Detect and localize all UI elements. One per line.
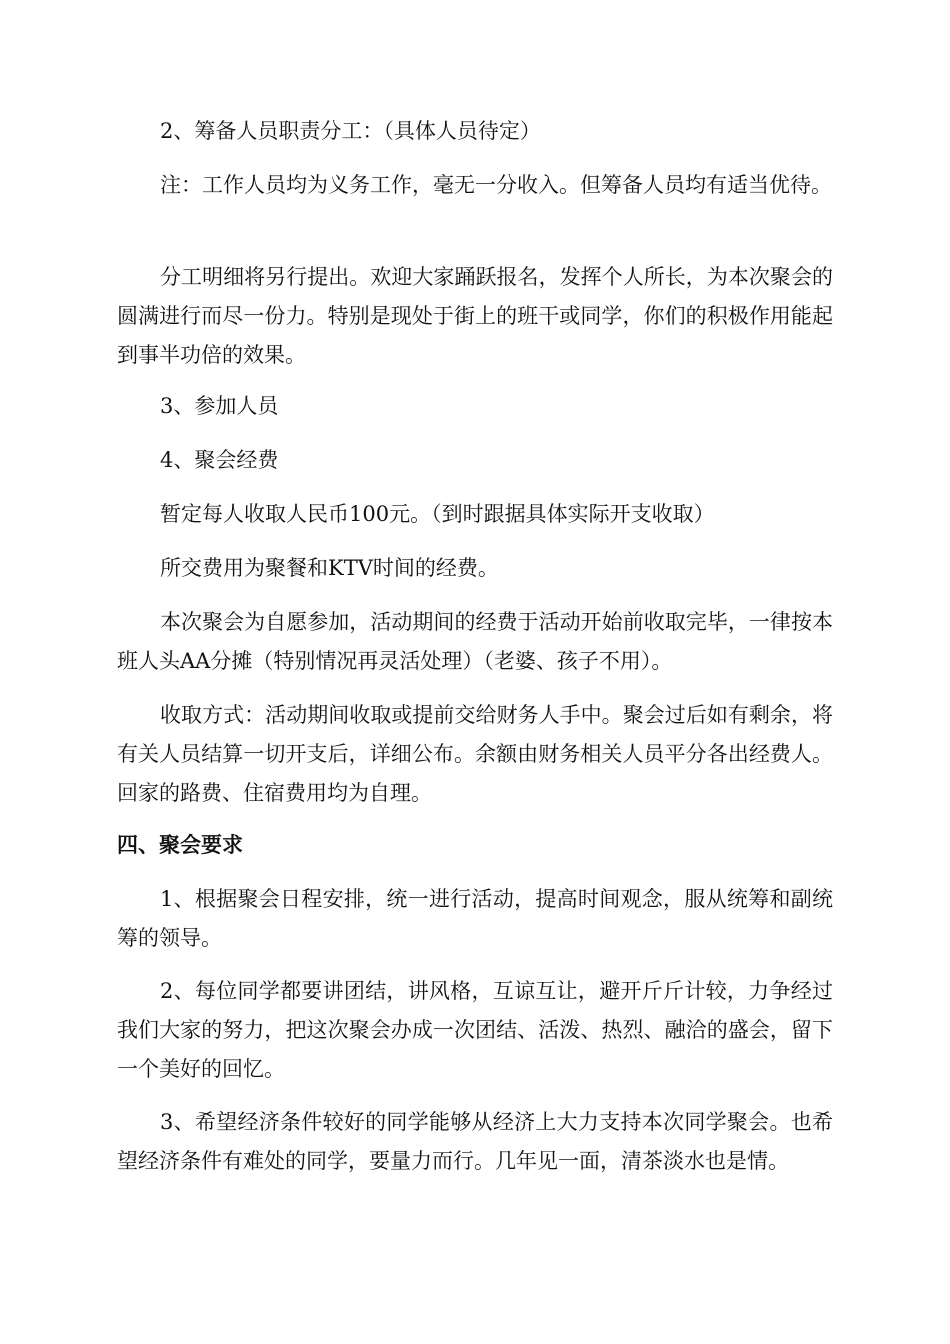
paragraph-staff-duties: 2、筹备人员职责分工：（具体人员待定） (160, 119, 541, 143)
paragraph-fee-amount: 暂定每人收取人民币100元。（到时跟据具体实际开支收取） (160, 502, 715, 526)
paragraph-party-funds: 4、聚会经费 (160, 448, 279, 472)
paragraph-requirement-2: 2、每位同学都要讲团结，讲风格，互谅互让，避开斤斤计较，力争经过我们大家的努力，把这次聚会办成一次团结、活泼、热烈、融洽的盛会，留下一个美好的回忆。 (117, 979, 833, 1081)
paragraph-collection-method: 收取方式：活动期间收取或提前交给财务人手中。聚会过后如有剩余，将有关人员结算一切开支后，详细公布。余额由财务相关人员平分各出经费人。回家的路费、住宿费用均为自理。 (117, 703, 833, 805)
section-heading-requirements: 四、聚会要求 (117, 833, 243, 857)
paragraph-participants: 3、参加人员 (160, 394, 279, 418)
paragraph-requirement-1: 1、根据聚会日程安排，统一进行活动，提高时间观念，服从统筹和副统筹的领导。 (117, 887, 833, 950)
paragraph-note-volunteer: 注：工作人员均为义务工作，毫无一分收入。但筹备人员均有适当优待。 (160, 173, 832, 197)
paragraph-requirement-3: 3、希望经济条件较好的同学能够从经济上大力支持本次同学聚会。也希望经济条件有难处的同学，要量力而行。几年见一面，清茶淡水也是情。 (117, 1110, 833, 1173)
paragraph-division-details: 分工明细将另行提出。欢迎大家踊跃报名，发挥个人所长，为本次聚会的圆满进行而尽一份力。特别是现处于街上的班干或同学，你们的积极作用能起到事半功倍的效果。 (117, 265, 833, 367)
paragraph-fee-usage: 所交费用为聚餐和KTV时间的经费。 (160, 556, 499, 580)
paragraph-voluntary-participation: 本次聚会为自愿参加，活动期间的经费于活动开始前收取完毕，一律按本班人头AA分摊（特别情况再灵活处理）（老婆、孩子不用）。 (117, 610, 833, 673)
